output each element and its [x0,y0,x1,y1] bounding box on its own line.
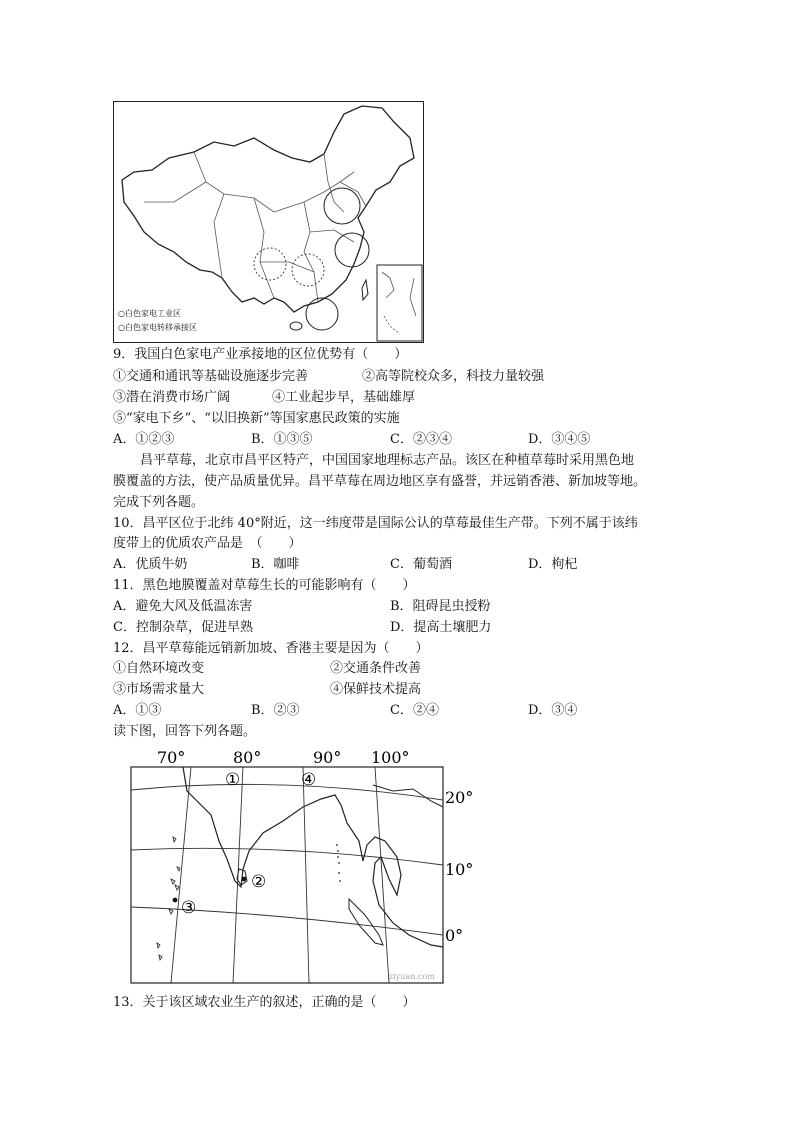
lon-label-70: 70° [157,748,186,767]
passage-line-3: 完成下列各题。 [113,495,205,510]
q11-stem: 11．黑色地膜覆盖对草莓生长的可能影响有（ ） [113,578,416,593]
q12-option-c[interactable]: C．②④ [390,703,439,718]
q12-option-a[interactable]: A．①③ [113,703,162,718]
q9-item-4: ④工业起步早，基础雄厚 [272,390,416,405]
read-map-instruction: 读下图，回答下列各题。 [113,724,257,739]
lon-label-100: 100° [371,748,410,767]
q11-option-b[interactable]: B．阻碍昆虫授粉 [390,599,491,614]
q9-item-1: ①交通和通讯等基础设施逐步完善 [113,369,309,384]
q10-stem-line-2: 度带上的优质农产品是 （ ） [113,536,302,551]
q10-option-b[interactable]: B．咖啡 [251,557,300,572]
q9-stem: 9．我国白色家电产业承接地的区位优势有（ ） [113,347,408,362]
map-legend [118,308,197,333]
q12-option-d[interactable]: D．③④ [528,703,578,718]
q13-stem: 13．关于该区域农业生产的叙述，正确的是（ ） [113,995,416,1010]
q11-option-a[interactable]: A．避免大风及低温冻害 [113,599,253,614]
lon-label-90: 90° [313,748,342,767]
q12-item-3: ③市场需求量大 [113,682,205,697]
q9-option-a[interactable]: A．①②③ [113,432,175,447]
q12-item-1: ①自然环境改变 [113,661,205,676]
marker-2: ② [251,872,267,892]
q12-stem: 12．昌平草莓能远销新加坡、香港主要是因为（ ） [113,641,429,656]
q9-item-2: ②高等院校众多，科技力量较强 [362,369,545,384]
china-map [113,101,424,343]
q12-option-b[interactable]: B．②③ [251,703,300,718]
q10-option-d[interactable]: D．枸杞 [528,557,578,572]
q9-option-b[interactable]: B．①③⑤ [251,432,313,447]
marker-4: ④ [301,770,317,790]
q9-item-3: ③潜在消费市场广阔 [113,390,231,405]
south-asia-map-drawing [113,745,483,990]
q11-option-c[interactable]: C．控制杂草，促进早熟 [113,620,253,635]
south-asia-map [113,745,483,990]
passage-line-2: 膜覆盖的方法，使产品质量优异。昌平草莓在周边地区享有盛誉，并远销香港、新加坡等地。 [113,474,647,489]
q10-option-c[interactable]: C．葡萄酒 [390,557,452,572]
lat-label-10: 10° [445,860,474,879]
passage-line-1: 昌平草莓，北京市昌平区特产，中国国家地理标志产品。该区在种植草莓时采用黑色地 [140,453,635,468]
q9-option-d[interactable]: D．③④⑤ [528,432,591,447]
china-map-drawing [114,102,423,342]
q10-stem-line-1: 10．昌平区位于北纬 40°附近，这一纬度带是国际公认的草莓最佳生产带。下列不属于该纬 [113,516,638,531]
marker-3: ③ [181,898,197,918]
watermark: ziyuan.com [389,972,435,981]
q12-item-2: ②交通条件改善 [330,661,422,676]
legend-transfer-area: ○白色家电转移承接区 [118,323,197,332]
legend-industrial-area: ○白色家电工业区 [118,309,181,318]
q12-item-4: ④保鲜技术提高 [330,682,422,697]
lon-label-80: 80° [233,748,262,767]
lat-label-0: 0° [445,926,464,945]
q11-option-d[interactable]: D．提高土壤肥力 [390,620,492,635]
q9-item-5: ⑤“家电下乡”、“以旧换新”等国家惠民政策的实施 [113,411,400,426]
marker-1: ① [225,770,241,790]
q9-option-c[interactable]: C．②③④ [390,432,452,447]
q10-option-a[interactable]: A．优质牛奶 [113,557,188,572]
lat-label-20: 20° [445,788,474,807]
